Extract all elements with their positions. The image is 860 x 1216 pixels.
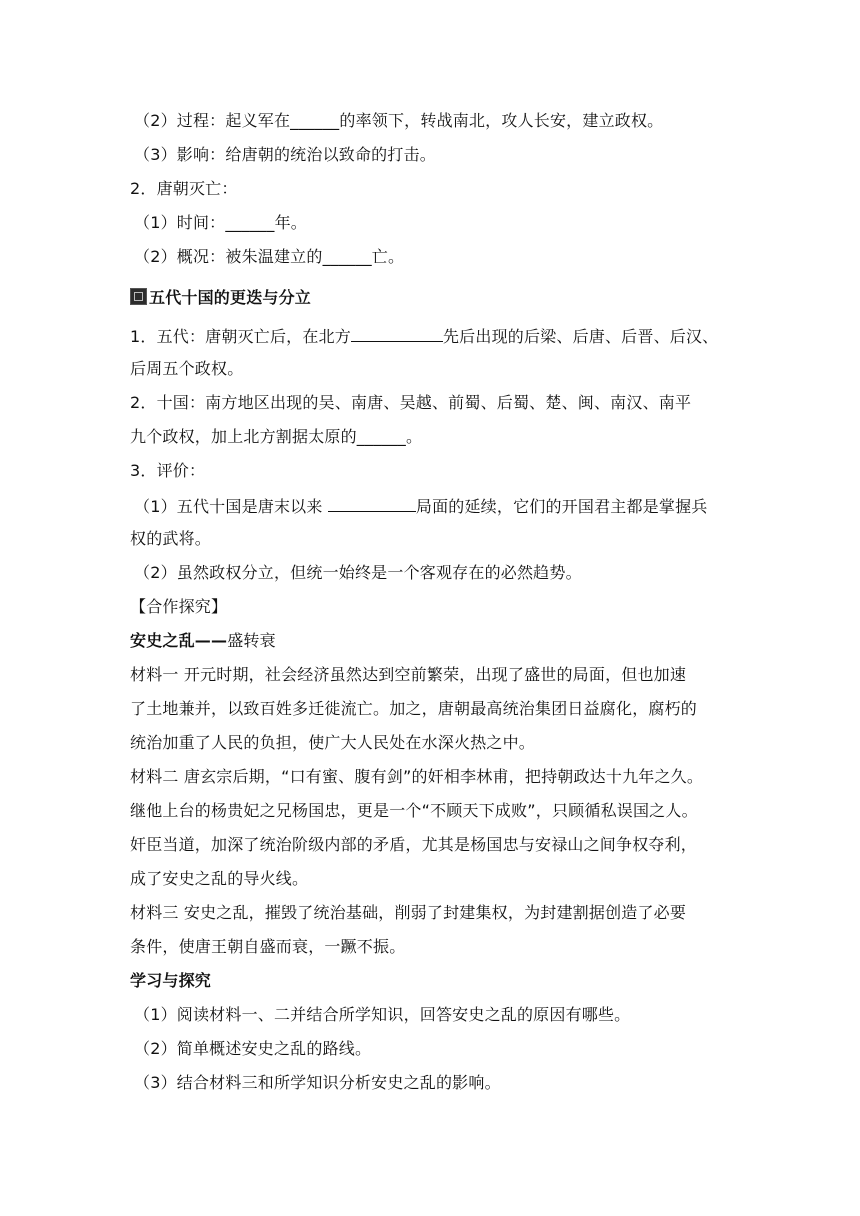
study-title: 学习与探究 (130, 971, 212, 990)
question-item: （1）阅读材料一、二并结合所学知识，回答安史之乱的原因有哪些。 (134, 1005, 631, 1024)
material-line: 统治加重了人民的负担，使广大人民处在水深火热之中。 (130, 733, 536, 752)
cooperation-header: 【合作探究】 (130, 597, 228, 616)
blank-underline (351, 324, 443, 342)
line-process: （2）过程：起义军在______的率领下，转战南北，攻人长安，建立政权。 (134, 111, 664, 130)
five-dynasties-line: 1．五代：唐朝灭亡后，在北方 先后出现的后梁、后唐、后晋、后汉、 (130, 324, 718, 348)
question-item: （2）简单概述安史之乱的路线。 (134, 1039, 372, 1058)
topic-title: 安史之乱——盛转衰 (130, 631, 276, 650)
material-line: 继他上台的杨贵妃之兄杨国忠，更是一个“不顾天下成败”，只顾循私误国之人。 (130, 801, 698, 820)
evaluation-1: （1）五代十国是唐末以来 局面的延续，它们的开国君主都是掌握兵 (134, 494, 707, 518)
material-line: 条件，使唐王朝自盛而衰，一蹶不振。 (130, 937, 406, 956)
material-line: 材料三 安史之乱，摧毁了统治基础，削弱了封建集权，为封建割据创造了必要 (130, 903, 687, 922)
evaluation-1-cont: 权的武将。 (130, 529, 212, 548)
section-heading (130, 287, 311, 309)
material-line: 材料二 唐玄宗后期，“口有蜜、腹有剑”的奸相李林甫，把持朝政达十九年之久。 (130, 767, 704, 786)
evaluation-2: （2）虽然政权分立，但统一始终是一个客观存在的必然趋势。 (134, 563, 582, 582)
material-line: 成了安史之乱的导火线。 (130, 869, 309, 888)
section-marker-icon (130, 288, 147, 305)
question-item: （3）结合材料三和所学知识分析安史之乱的影响。 (134, 1073, 501, 1092)
evaluation-label: 3．评价： (130, 461, 206, 480)
material-line: 了土地兼并，以致百姓多迁徙流亡。加之，唐朝最高统治集团日益腐化，腐朽的 (130, 699, 698, 718)
ten-kingdoms-line1: 2．十国：南方地区出现的吴、南唐、吴越、前蜀、后蜀、楚、闽、南汉、南平 (130, 393, 692, 412)
line-overview: （2）概况：被朱温建立的______亡。 (134, 247, 405, 266)
blank-underline (328, 494, 416, 512)
material-line: 材料一 开元时期，社会经济虽然达到空前繁荣，出现了盛世的局面，但也加速 (130, 665, 687, 684)
five-dynasties-cont: 后周五个政权。 (130, 359, 244, 378)
line-tang-fall: 2．唐朝灭亡： (130, 179, 238, 198)
line-impact: （3）影响：给唐朝的统治以致命的打击。 (134, 145, 436, 164)
ten-kingdoms-line2: 九个政权，加上北方割据太原的______。 (130, 427, 423, 446)
section-title: 五代十国的更迭与分立 (149, 288, 312, 307)
line-time: （1）时间：______年。 (134, 213, 307, 232)
material-line: 奸臣当道，加深了统治阶级内部的矛盾，尤其是杨国忠与安禄山之间争权夺利， (130, 835, 698, 854)
